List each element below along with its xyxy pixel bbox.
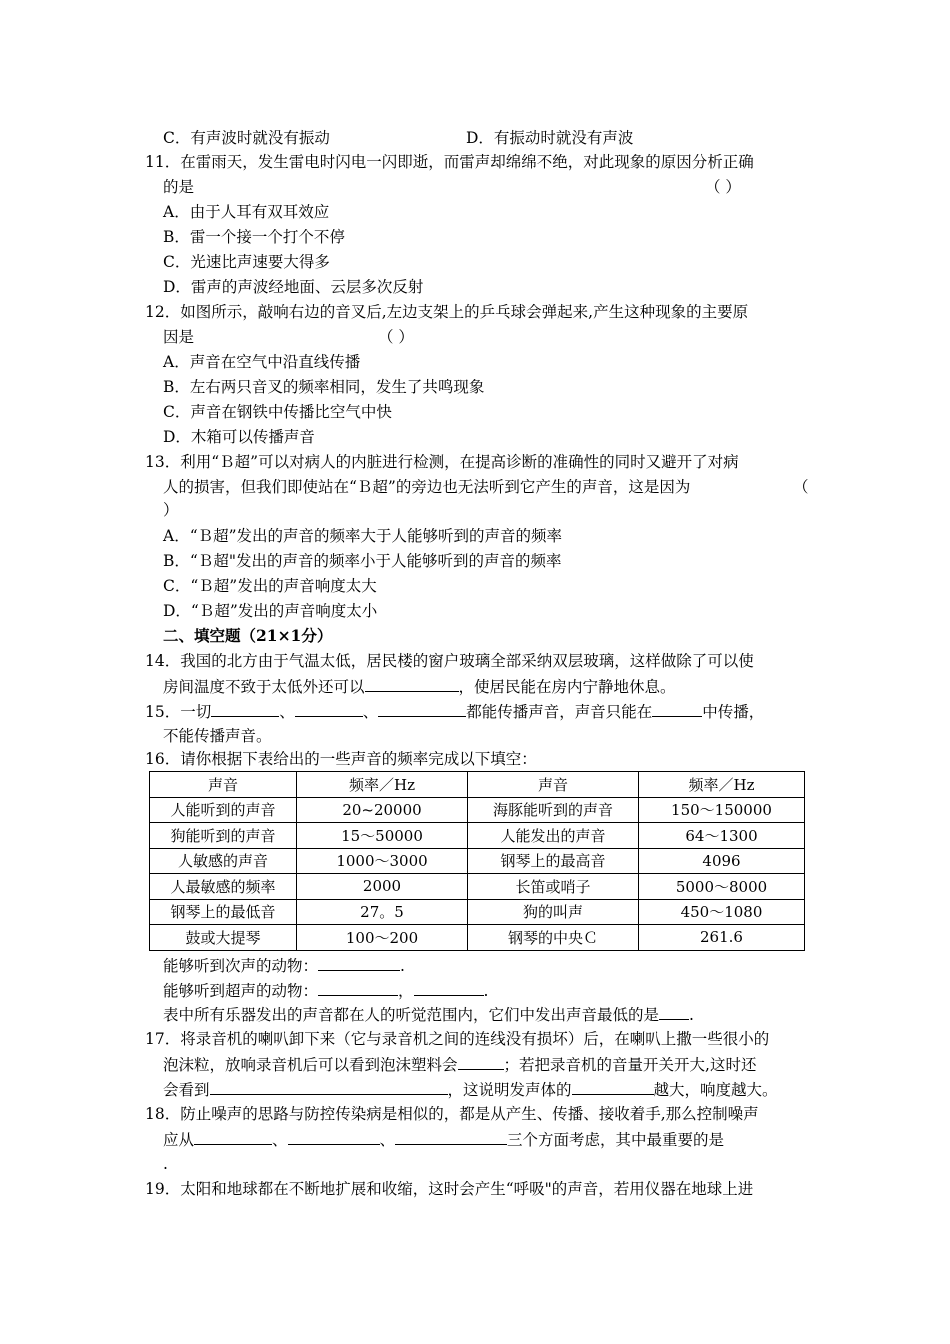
q16-stem: 16．请你根据下表给出的一些声音的频率完成以下填空：	[145, 750, 537, 768]
q11-option-a: A．由于人耳有双耳效应	[163, 203, 330, 221]
q19-stem: 19．太阳和地球都在不断地扩展和收缩，这时会产生“呼吸"的声音，若用仪器在地球上进	[145, 1180, 754, 1198]
q13-stem: 13．利用“Ｂ超”可以对病人的内脏进行检测，在提高诊断的准确性的同时又避开了对病	[145, 453, 739, 471]
q11-option-b: B．雷一个接一个打个不停	[163, 228, 345, 246]
q13-option-c: C．“Ｂ超”发出的声音响度太大	[163, 577, 377, 595]
table-cell: 2000	[297, 874, 468, 900]
q17-blank-2[interactable]	[210, 1079, 448, 1095]
table-cell: 20~20000	[297, 797, 468, 823]
table-row	[150, 797, 805, 823]
q10-option-c: C．有声波时就没有振动	[163, 129, 330, 147]
q17-blank-1[interactable]	[458, 1054, 504, 1070]
table-cell: 450～1080	[639, 899, 805, 925]
q13-stem-cont: 人的损害，但我们即使站在“Ｂ超”的旁边也无法听到它产生的声音，这是因为	[163, 478, 691, 496]
q12-option-c: C．声音在钢铁中传播比空气中快	[163, 403, 392, 421]
q13-bracket-close: ）	[163, 501, 179, 519]
q12-stem-cont: 因是	[163, 328, 195, 346]
q18-blank-final: .	[163, 1155, 168, 1173]
q16-infrasound-line: 能够听到次声的动物： .	[163, 957, 405, 975]
table-cell: 15～50000	[297, 823, 468, 849]
q15-blank-4[interactable]	[652, 701, 702, 717]
q12-option-b: B．左右两只音叉的频率相同，发生了共鸣现象	[163, 378, 485, 396]
q17-stem-cont-1: 泡沫粒，放响录音机后可以看到泡沫塑料会 ；若把录音机的音量开关开大,这时还	[163, 1056, 757, 1074]
table-cell: 人能听到的声音	[150, 797, 297, 823]
q18-stem-cont: 应从 、 、 三个方面考虑，其中最重要的是	[163, 1131, 725, 1149]
table-cell: 长笛或哨子	[468, 874, 639, 900]
q14-blank[interactable]	[365, 676, 459, 692]
q15-blank-3[interactable]	[378, 701, 466, 717]
q13-option-a: A．“Ｂ超”发出的声音的频率大于人能够听到的声音的频率	[163, 527, 563, 545]
q18-blank-2[interactable]	[288, 1129, 380, 1145]
q16-blank-4[interactable]	[659, 1004, 689, 1020]
table-row	[150, 899, 805, 925]
table-cell: 261.6	[639, 925, 805, 951]
section-heading: 二、填空题（21×1分）	[163, 626, 333, 645]
q11-stem: 11．在雷雨天，发生雷电时闪电一闪即逝，而雷声却绵绵不绝，对此现象的原因分析正确	[145, 153, 754, 171]
table-row	[150, 925, 805, 951]
q11-option-d: D．雷声的声波经地面、云层多次反射	[163, 278, 424, 296]
table-cell: 海豚能听到的声音	[468, 797, 639, 823]
table-cell: 人最敏感的频率	[150, 874, 297, 900]
table-cell: 100～200	[297, 925, 468, 951]
table-header: 声音	[150, 772, 297, 798]
q18-stem: 18．防止噪声的思路与防控传染病是相似的，都是从产生、传播、接收着手,那么控制噪声	[145, 1105, 759, 1123]
q11-answer-bracket: （ ）	[705, 178, 741, 196]
q15-stem: 15．一切 、 、 都能传播声音，声音只能在 中传播，	[145, 703, 765, 721]
q16-blank-1[interactable]	[318, 955, 400, 971]
frequency-table	[149, 771, 805, 951]
table-cell: 钢琴的中央Ｃ	[468, 925, 639, 951]
q15-stem-cont: 不能传播声音。	[163, 727, 272, 745]
q13-option-d: D．“Ｂ超”发出的声音响度太小	[163, 602, 378, 620]
table-cell: 鼓或大提琴	[150, 925, 297, 951]
q12-answer-bracket: （ ）	[378, 328, 414, 346]
q10-option-d: D．有振动时就没有声波	[466, 129, 634, 147]
q12-stem: 12．如图所示，敲响右边的音叉后,左边支架上的乒乓球会弹起来,产生这种现象的主要原	[145, 303, 749, 321]
q11-stem-cont: 的是	[163, 178, 195, 196]
table-header: 频率／Hz	[297, 772, 468, 798]
q16-instrument-line: 表中所有乐器发出的声音都在人的听觉范围内，它们中发出声音最低的是 .	[163, 1006, 694, 1024]
q16-blank-2[interactable]	[318, 980, 398, 996]
table-cell: 1000～3000	[297, 848, 468, 874]
table-header: 频率／Hz	[639, 772, 805, 798]
table-cell: 狗能听到的声音	[150, 823, 297, 849]
table-cell: 64～1300	[639, 823, 805, 849]
q12-option-d: D．木箱可以传播声音	[163, 428, 315, 446]
table-row	[150, 874, 805, 900]
table-header: 声音	[468, 772, 639, 798]
q18-blank-3[interactable]	[395, 1129, 507, 1145]
q15-blank-1[interactable]	[211, 701, 279, 717]
q14-stem: 14．我国的北方由于气温太低，居民楼的窗户玻璃全部采纳双层玻璃，这样做除了可以使	[145, 652, 754, 670]
q13-bracket-open: （	[793, 478, 809, 496]
q17-blank-3[interactable]	[572, 1079, 654, 1095]
table-row	[150, 848, 805, 874]
table-cell: 150～150000	[639, 797, 805, 823]
q16-ultrasound-line: 能够听到超声的动物： ， .	[163, 982, 489, 1000]
q17-stem-cont-2: 会看到 ，这说明发声体的 越大，响度越大。	[163, 1081, 778, 1099]
table-cell: 4096	[639, 848, 805, 874]
table-header-row	[150, 772, 805, 798]
table-cell: 5000～8000	[639, 874, 805, 900]
table-cell: 人能发出的声音	[468, 823, 639, 849]
q13-option-b: B．“Ｂ超"发出的声音的频率小于人能够听到的声音的频率	[163, 552, 562, 570]
q12-option-a: A．声音在空气中沿直线传播	[163, 353, 361, 371]
q11-option-c: C．光速比声速要大得多	[163, 253, 330, 271]
q16-blank-3[interactable]	[414, 980, 484, 996]
table-cell: 狗的叫声	[468, 899, 639, 925]
table-cell: 人敏感的声音	[150, 848, 297, 874]
table-row	[150, 823, 805, 849]
table-cell: 钢琴上的最低音	[150, 899, 297, 925]
q18-blank-1[interactable]	[194, 1129, 272, 1145]
q14-stem-cont: 房间温度不致于太低外还可以 ，使居民能在房内宁静地休息。	[163, 678, 676, 696]
table-cell: 钢琴上的最高音	[468, 848, 639, 874]
q15-blank-2[interactable]	[295, 701, 363, 717]
q17-stem: 17．将录音机的喇叭卸下来（它与录音机之间的连线没有损坏）后，在喇叭上撒一些很小的	[145, 1030, 770, 1048]
table-cell: 27。5	[297, 899, 468, 925]
